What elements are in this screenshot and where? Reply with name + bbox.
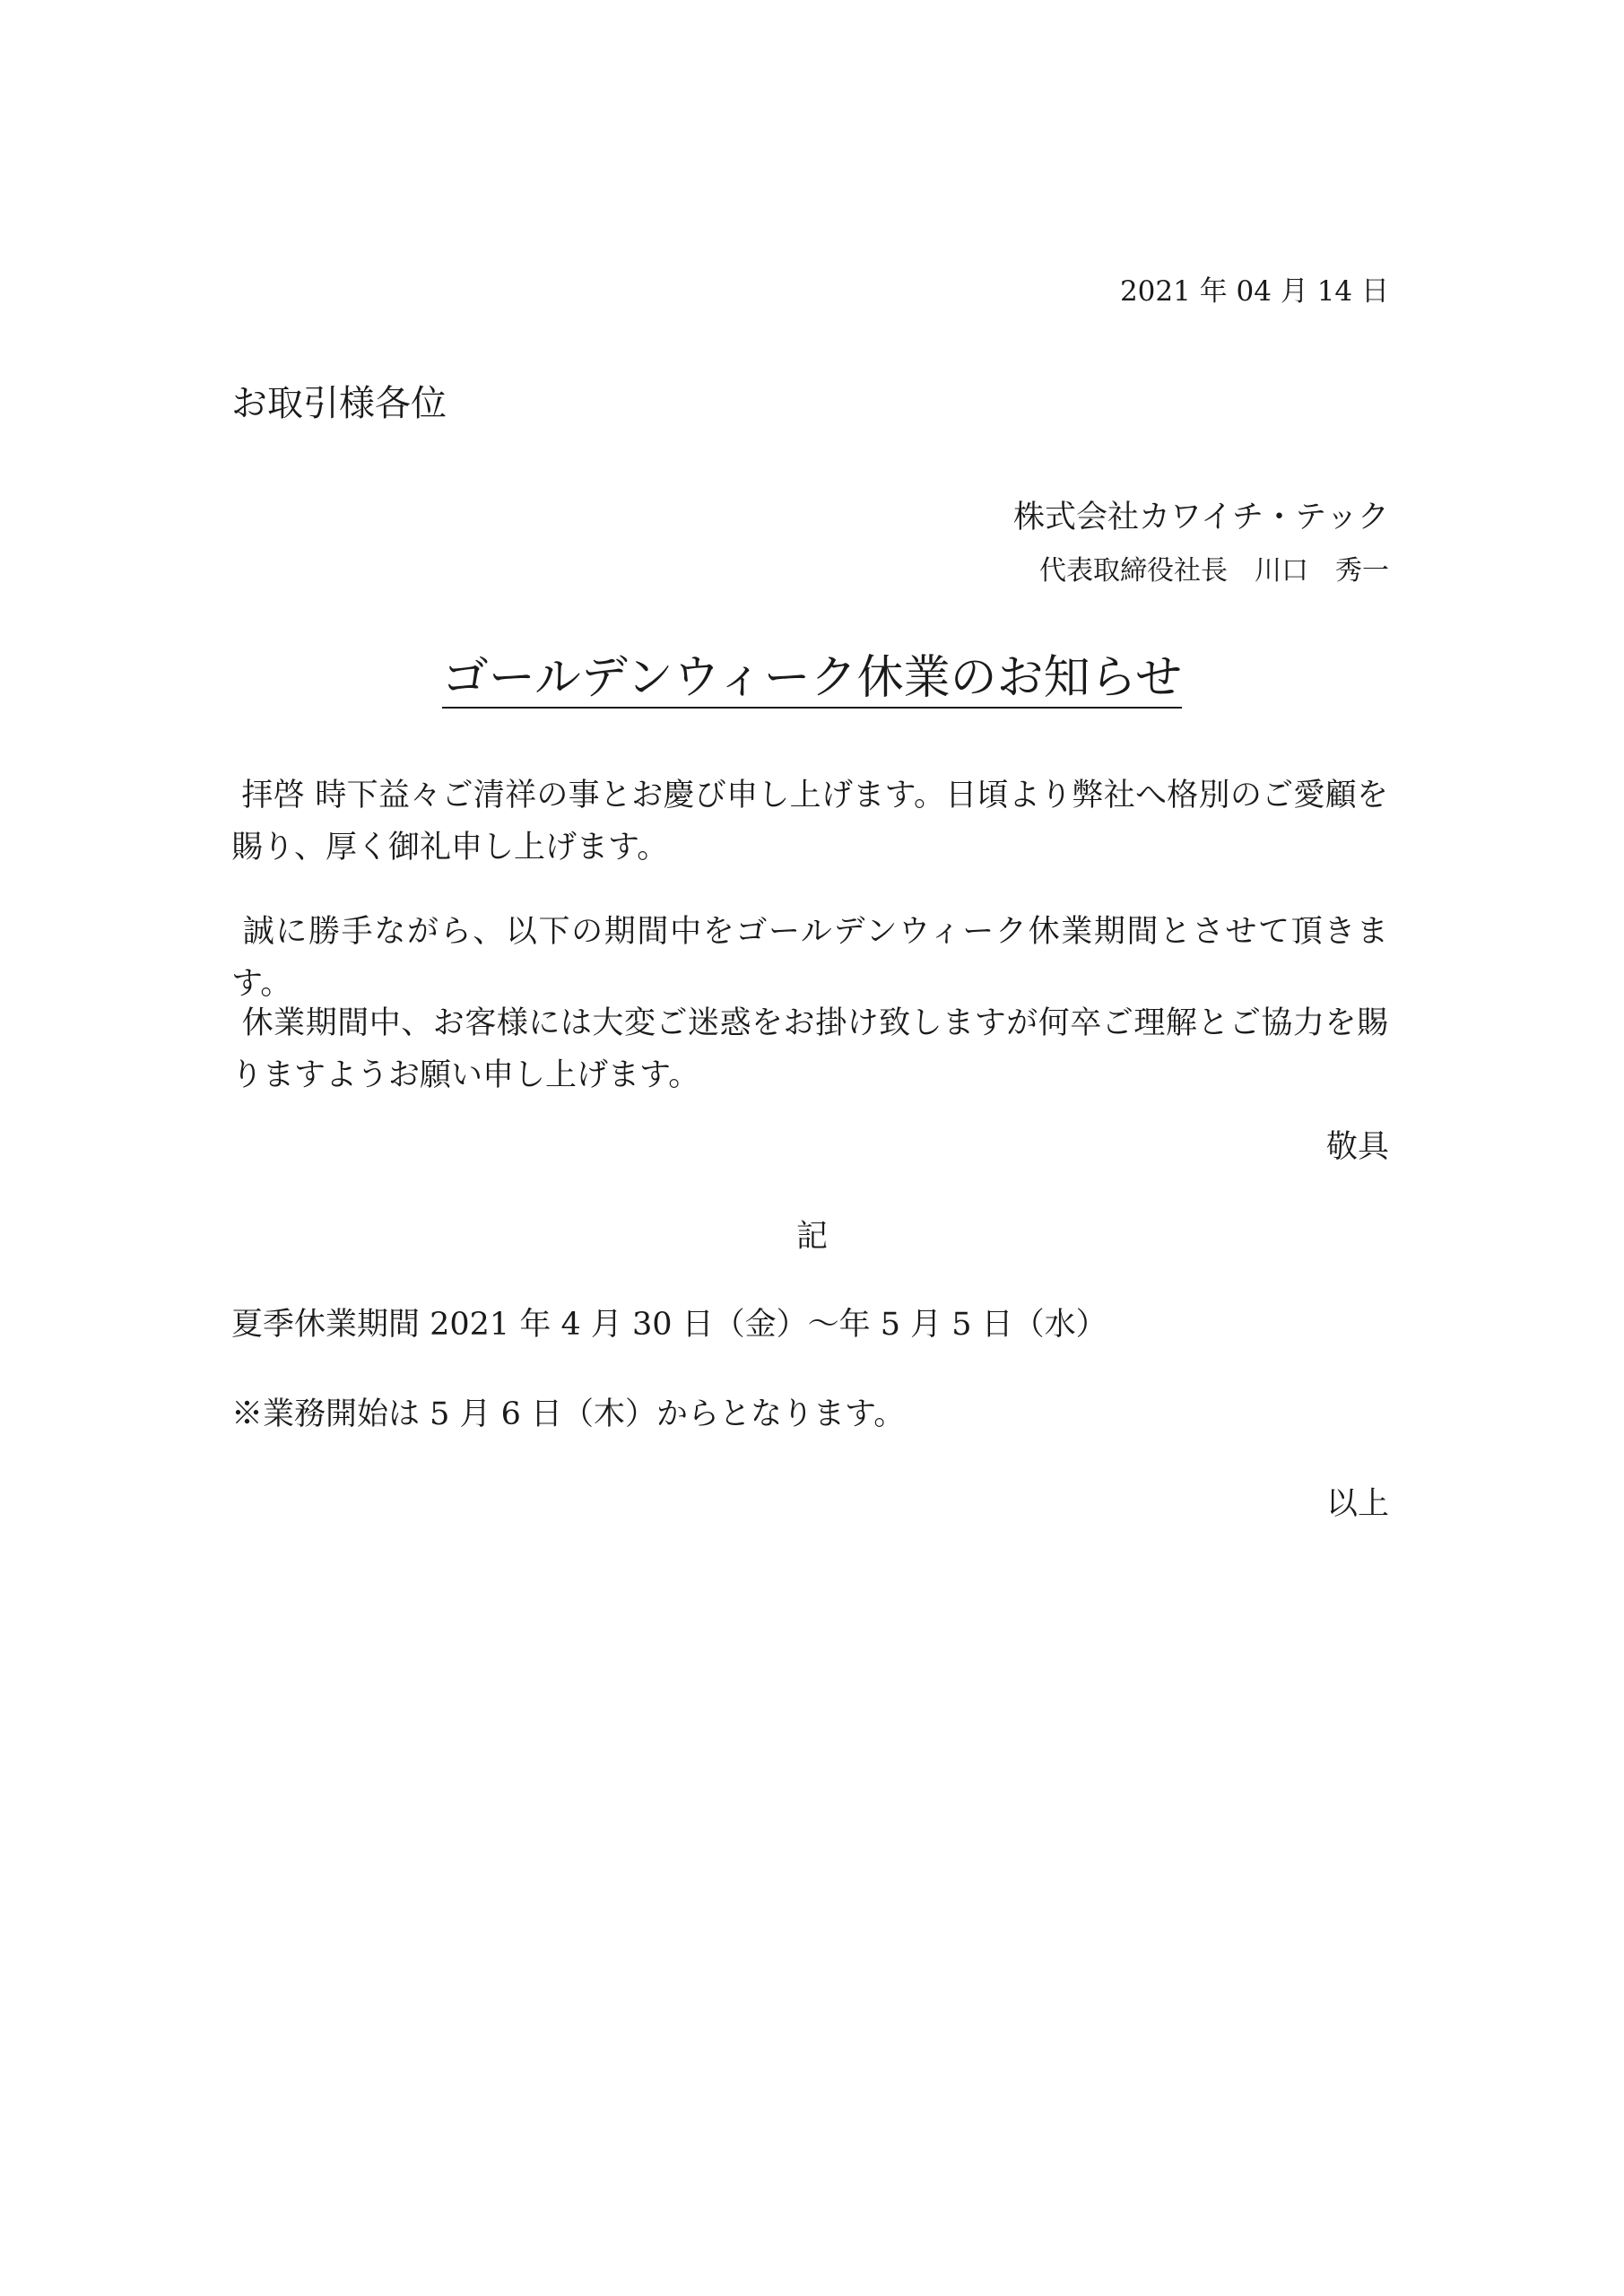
sender-company: 株式会社カワイチ・テック: [1013, 500, 1389, 535]
holiday-period: 夏季休業期間 2021 年 4 月 30 日（金）〜年 5 月 5 日（水）: [231, 1307, 1107, 1343]
letter-date: 2021 年 04 月 14 日: [1119, 275, 1389, 308]
ki-heading: 記: [795, 1219, 828, 1255]
document-title: ゴールデンウィーク休業のお知らせ: [442, 655, 1182, 709]
body-paragraph-notice: [231, 906, 1388, 1010]
paragraph-text: 拝啓 時下益々ご清祥の事とお慶び申し上げます。日頃より弊社へ格別のご愛顧を賜り、厚く御礼申し上げます。: [231, 778, 1388, 865]
recipient-salutation: お取引様各位: [231, 383, 447, 424]
body-paragraph-greeting: [231, 770, 1388, 874]
body-paragraph-apology: [231, 997, 1388, 1101]
title-block: [0, 651, 1624, 709]
resume-note: ※業務開始は 5 月 6 日（木）からとなります。: [231, 1396, 906, 1432]
end-mark: 以上: [1325, 1486, 1389, 1522]
sender-representative: 代表取締役社長 川口 秀一: [1039, 555, 1389, 587]
paragraph-text: 休業期間中、お客様には大変ご迷惑をお掛け致しますが何卒ご理解とご協力を賜りますようお願い申し上げます。: [231, 1005, 1388, 1093]
closing-keigu: 敬具: [1325, 1129, 1389, 1165]
paragraph-text: 誠に勝手ながら、以下の期間中をゴールデンウィーク休業期間とさせて頂きます。: [231, 914, 1388, 1002]
